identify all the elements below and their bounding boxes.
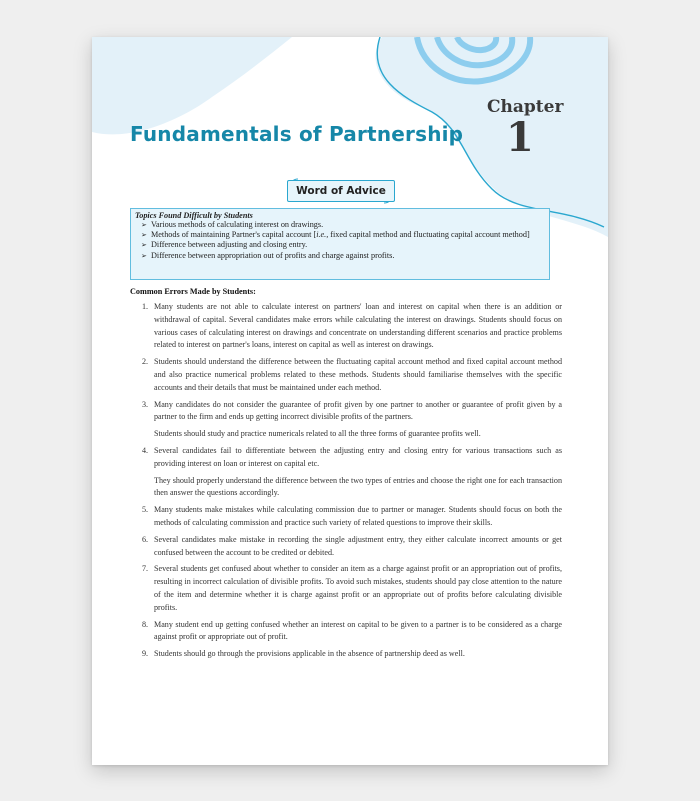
item-number: 9. [142,649,149,659]
item-number: 1. [142,302,149,311]
topic-text: Difference between adjusting and closing entry. [151,240,308,250]
item-number: 8. [142,619,149,629]
topic-item [141,220,549,230]
topics-box [130,208,550,280]
topic-item [141,230,549,240]
list-item [130,534,562,560]
list-item [130,504,562,530]
item-text: Many candidates do not consider the guarantee of profit given by one partner to another or guarantee of profit given by a partner to the firm and ends up getting incorrect divisible profits of the partners. [154,399,562,422]
word-of-advice-badge [283,178,399,204]
list-item [130,445,562,500]
item-number: 7. [142,564,149,574]
topic-text: Various methods of calculating interest on drawings. [151,220,324,229]
item-subtext: They should properly understand the difference between the two types of entries and choose the right one for each transaction then answer the questions accordingly. [154,475,562,498]
topics-heading: Topics Found Difficult by Students [135,211,253,220]
topic-text: Methods of maintaining Partner's capital account [ [151,230,317,240]
item-number: 3. [142,399,149,409]
topics-list [135,220,549,261]
item-number: 6. [142,534,149,544]
chapter-number: 1 [506,114,534,161]
item-subtext: Students should study and practice numericals related to all the three forms of guarantee profits well. [154,429,481,439]
word-of-advice-label: Word of Advice [287,180,395,202]
item-text: Many students make mistakes while calculating commission due to partner or manager. Students should focus on both the methods of calculating commission and practice such variety of related questions to improve their skills. [154,505,562,527]
item-text: Students should understand the difference between the fluctuating capital account method and fixed capital account method and also practice numerical problems related to these methods. Students should familiarise themselves with the specific accounts and their details that must be maintained under each method. [154,357,562,392]
list-item [130,301,562,352]
chapter-label: Chapter [487,97,564,117]
item-number: 2. [142,357,149,367]
errors-heading: Common Errors Made by Students: [130,287,256,296]
list-item [130,399,562,441]
list-item [130,648,562,661]
list-item [130,356,562,394]
list-item [130,619,562,645]
item-number: 5. [142,505,149,515]
item-text: Students should go through the provisions applicable in the absence of partnership deed as well. [154,649,465,659]
topic-text: Difference between appropriation out of profits and charge against profits. [151,250,395,260]
errors-list [130,301,562,665]
topic-text: fixed capital method and fluctuating capital account method] [328,230,530,240]
topic-item [141,240,549,250]
topic-text-italic: i.e., [316,230,329,240]
chapter-title: Fundamentals of Partnership [130,122,464,146]
item-text: Several candidates fail to differentiate between the adjusting entry and closing entry for various transactions such as providing interest on loan or interest on capital etc. [154,445,562,468]
item-text: Many student end up getting confused whether an interest on capital to be given to a partner is to be considered as a charge against profit or appropriate out of profit. [154,619,562,642]
item-number: 4. [142,445,149,455]
left-blob [92,37,292,134]
item-text: Many students are not able to calculate interest on partners' loan and interest on capital when there is an addition or withdrawal of capital. Several candidates make errors while calculating the interest on drawings. Students should focus on various cases of calculating interest on drawings and concentrate on understanding different scenarios and practice problems related to interest on partner's loans, interest on capital as well as interest on drawings. [154,302,562,350]
topic-item [141,251,549,261]
item-text: Several candidates make mistake in recording the single adjustment entry, they either calculate incorrect amounts or get confused between the account to be credited or debited. [154,534,562,557]
item-text: Several students get confused about whether to consider an item as a charge against profit or an appropriation out of profits, resulting in incorrect calculation of divisible profits. To avoid such mistakes, students should pay close attention to the nature of the item and determine whether it is charge against profit or an appropriate out of profits before calculating divisible profits. [154,564,562,612]
list-item [130,563,562,614]
book-page [92,37,608,765]
